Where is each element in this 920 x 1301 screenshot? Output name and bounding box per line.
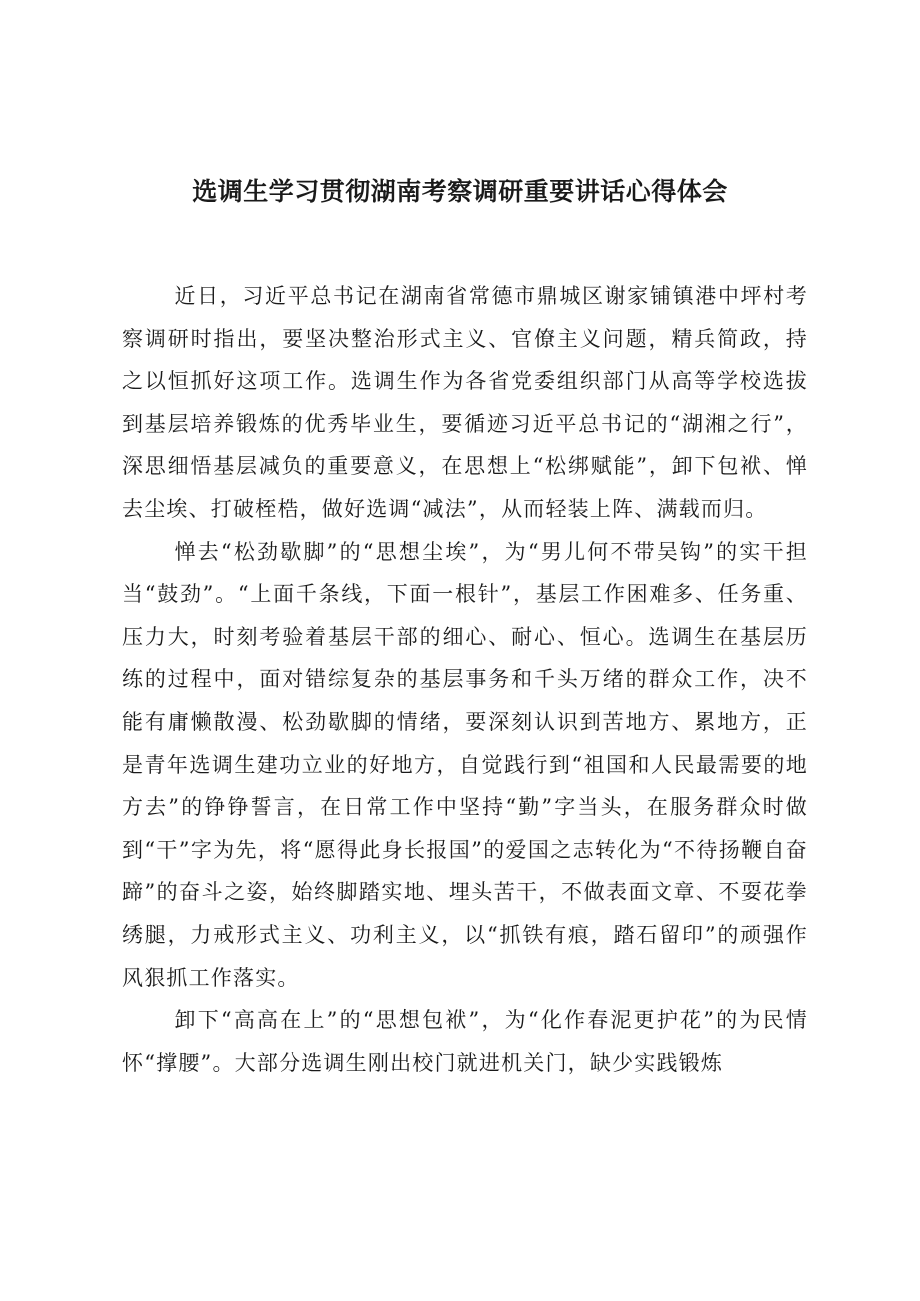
paragraph-1: 近日，习近平总书记在湖南省常德市鼎城区谢家铺镇港中坪村考察调研时指出，要坚决整治形式主义、官僚主义问题，精兵简政，持之以恒抓好这项工作。选调生作为各省党委组织部门从高等学校选拔到基层培养锻炼的优秀毕业生，要循迹习近平总书记的“湖湘之行”，深思细悟基层减负的重要意义，在思想上“松绑赋能”，卸下包袱、惮去尘埃、打破桎梏，做好选调“减法”，从而轻装上阵、满载而归。 <box>122 284 808 521</box>
paragraph-2: 惮去“松劲歇脚”的“思想尘埃”，为“男儿何不带吴钩”的实干担当“鼓劲”。“上面千条线，下面一根针”，基层工作困难多、任务重、压力大，时刻考验着基层干部的细心、耐心、恒心。选调生在基层历练的过程中，面对错综复杂的基层事务和千头万绪的群众工作，决不能有庸懒散漫、松劲歇脚的情绪，要深刻认识到苦地方、累地方，正是青年选调生建功立业的好地方，自觉践行到“祖国和人民最需要的地方去”的铮铮誓言，在日常工作中坚持“勤”字当头，在服务群众时做到“干”字为先，将“愿得此身长报国”的爱国之志转化为“不待扬鞭自奋蹄”的奋斗之姿，始终脚踏实地、埋头苦干，不做表面文章、不耍花拳绣腿，力戒形式主义、功利主义，以“抓铁有痕，踏石留印”的顽强作风狠抓工作落实。 <box>122 539 808 990</box>
document-title: 选调生学习贯彻湖南考察调研重要讲话心得体会 <box>192 177 728 206</box>
document-body <box>122 275 808 1084</box>
paragraph-3: 卸下“高高在上”的“思想包袱”，为“化作春泥更护花”的为民情怀“撑腰”。大部分选调生刚出校门就进机关门，缺少实践锻炼 <box>122 1008 808 1075</box>
